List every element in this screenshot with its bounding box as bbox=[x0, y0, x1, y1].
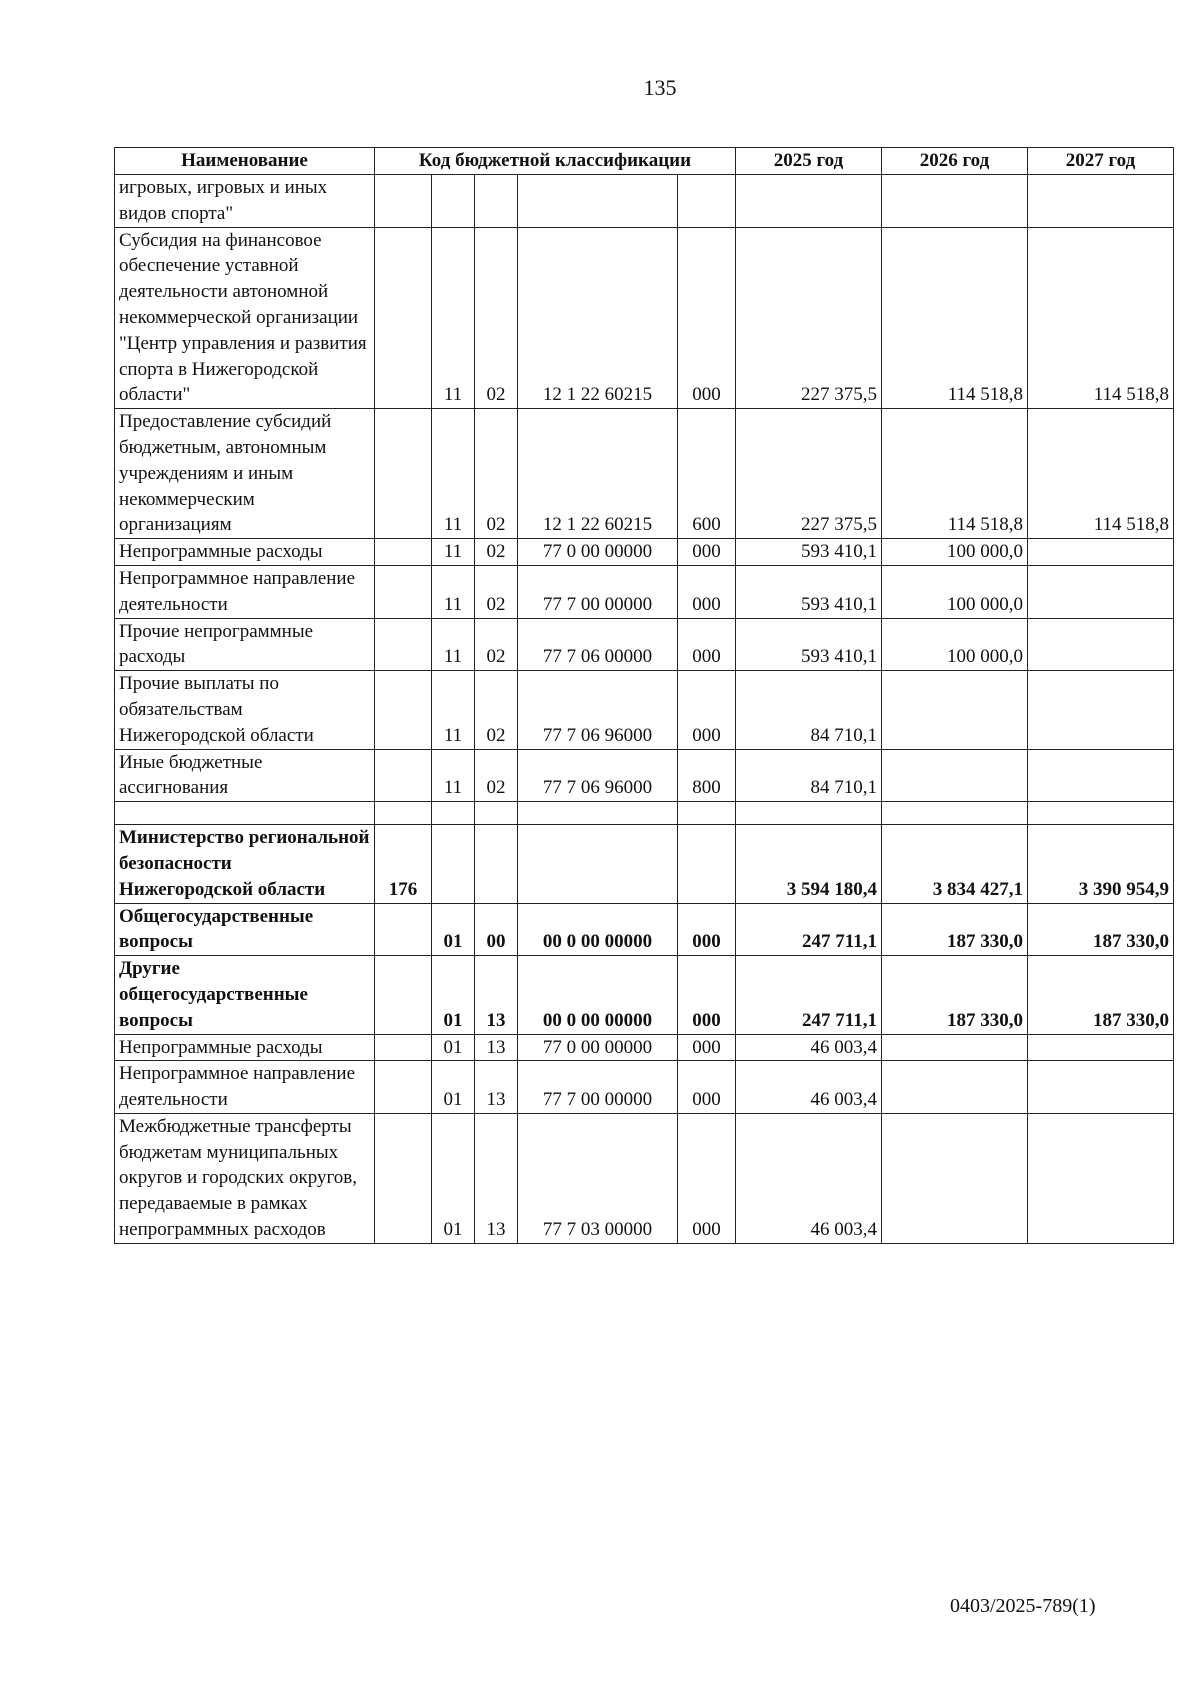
code-section: 11 bbox=[432, 618, 475, 671]
code-target: 77 7 06 96000 bbox=[518, 749, 678, 802]
amount-2025: 227 375,5 bbox=[736, 409, 882, 539]
code-expense-type: 000 bbox=[678, 903, 736, 956]
row-name: Общегосударственные вопросы bbox=[115, 903, 375, 956]
amount-2025: 247 711,1 bbox=[736, 956, 882, 1034]
table-row bbox=[115, 903, 1174, 956]
row-name: игровых, игровых и иных видов спорта" bbox=[115, 175, 375, 228]
code-section: 01 bbox=[432, 903, 475, 956]
table-row bbox=[115, 671, 1174, 749]
table-row bbox=[115, 227, 1174, 409]
amount-2026: 114 518,8 bbox=[882, 409, 1028, 539]
code-target: 00 0 00 00000 bbox=[518, 903, 678, 956]
amount-2027: 3 390 954,9 bbox=[1028, 825, 1174, 903]
code-section: 11 bbox=[432, 409, 475, 539]
code-section: 11 bbox=[432, 227, 475, 409]
amount-2026: 187 330,0 bbox=[882, 956, 1028, 1034]
code-subsection: 13 bbox=[475, 1061, 518, 1114]
amount-2027 bbox=[1028, 802, 1174, 825]
row-name: Иные бюджетные ассигнования bbox=[115, 749, 375, 802]
row-name: Министерство региональной безопасности Нижегородской области bbox=[115, 825, 375, 903]
amount-2027 bbox=[1028, 749, 1174, 802]
amount-2025: 593 410,1 bbox=[736, 565, 882, 618]
code-expense-type: 000 bbox=[678, 1061, 736, 1114]
table-row bbox=[115, 1113, 1174, 1243]
row-name: Прочие непрограммные расходы bbox=[115, 618, 375, 671]
amount-2027: 114 518,8 bbox=[1028, 227, 1174, 409]
code-subsection: 02 bbox=[475, 565, 518, 618]
code-ministry bbox=[375, 539, 432, 566]
code-subsection: 02 bbox=[475, 227, 518, 409]
code-target: 77 7 00 00000 bbox=[518, 565, 678, 618]
code-section: 11 bbox=[432, 749, 475, 802]
code-ministry bbox=[375, 1034, 432, 1061]
code-target: 77 7 03 00000 bbox=[518, 1113, 678, 1243]
code-subsection: 02 bbox=[475, 671, 518, 749]
code-expense-type: 600 bbox=[678, 409, 736, 539]
row-name: Прочие выплаты по обязательствам Нижегородской области bbox=[115, 671, 375, 749]
table-row bbox=[115, 749, 1174, 802]
header-code: Код бюджетной классификации bbox=[375, 148, 736, 175]
code-subsection: 02 bbox=[475, 749, 518, 802]
code-expense-type: 000 bbox=[678, 227, 736, 409]
amount-2025: 3 594 180,4 bbox=[736, 825, 882, 903]
code-expense-type: 000 bbox=[678, 618, 736, 671]
code-section: 01 bbox=[432, 1061, 475, 1114]
amount-2027 bbox=[1028, 618, 1174, 671]
amount-2026: 114 518,8 bbox=[882, 227, 1028, 409]
code-section: 01 bbox=[432, 1113, 475, 1243]
code-ministry bbox=[375, 956, 432, 1034]
code-ministry bbox=[375, 1113, 432, 1243]
amount-2027 bbox=[1028, 175, 1174, 228]
code-ministry: 176 bbox=[375, 825, 432, 903]
table-row bbox=[115, 1034, 1174, 1061]
table-row bbox=[115, 956, 1174, 1034]
code-target: 12 1 22 60215 bbox=[518, 227, 678, 409]
header-2027: 2027 год bbox=[1028, 148, 1174, 175]
amount-2027 bbox=[1028, 539, 1174, 566]
code-expense-type bbox=[678, 802, 736, 825]
amount-2026 bbox=[882, 1113, 1028, 1243]
header-2026: 2026 год bbox=[882, 148, 1028, 175]
amount-2027 bbox=[1028, 1061, 1174, 1114]
amount-2027 bbox=[1028, 1034, 1174, 1061]
row-name: Непрограммные расходы bbox=[115, 539, 375, 566]
code-target bbox=[518, 802, 678, 825]
amount-2027 bbox=[1028, 1113, 1174, 1243]
amount-2025: 247 711,1 bbox=[736, 903, 882, 956]
code-subsection: 13 bbox=[475, 1113, 518, 1243]
row-name: Непрограммное направление деятельности bbox=[115, 1061, 375, 1114]
amount-2027: 187 330,0 bbox=[1028, 903, 1174, 956]
code-subsection bbox=[475, 825, 518, 903]
amount-2025: 46 003,4 bbox=[736, 1061, 882, 1114]
code-section bbox=[432, 802, 475, 825]
code-section: 11 bbox=[432, 565, 475, 618]
amount-2025: 46 003,4 bbox=[736, 1113, 882, 1243]
table-row bbox=[115, 618, 1174, 671]
amount-2026 bbox=[882, 1061, 1028, 1114]
amount-2026 bbox=[882, 1034, 1028, 1061]
table-row bbox=[115, 565, 1174, 618]
code-target: 00 0 00 00000 bbox=[518, 956, 678, 1034]
code-section: 01 bbox=[432, 1034, 475, 1061]
code-section: 11 bbox=[432, 539, 475, 566]
code-target bbox=[518, 175, 678, 228]
header-name: Наименование bbox=[115, 148, 375, 175]
code-expense-type bbox=[678, 175, 736, 228]
amount-2026: 100 000,0 bbox=[882, 565, 1028, 618]
amount-2025 bbox=[736, 175, 882, 228]
code-subsection bbox=[475, 802, 518, 825]
table-row bbox=[115, 1061, 1174, 1114]
budget-table bbox=[114, 147, 1174, 1244]
code-expense-type: 000 bbox=[678, 1034, 736, 1061]
code-section: 11 bbox=[432, 671, 475, 749]
code-target: 77 7 00 00000 bbox=[518, 1061, 678, 1114]
code-subsection: 02 bbox=[475, 409, 518, 539]
code-section bbox=[432, 825, 475, 903]
code-target: 77 7 06 00000 bbox=[518, 618, 678, 671]
code-subsection: 00 bbox=[475, 903, 518, 956]
amount-2025: 593 410,1 bbox=[736, 539, 882, 566]
amount-2025: 227 375,5 bbox=[736, 227, 882, 409]
code-expense-type: 000 bbox=[678, 671, 736, 749]
amount-2025: 84 710,1 bbox=[736, 749, 882, 802]
code-expense-type: 000 bbox=[678, 539, 736, 566]
table-row bbox=[115, 409, 1174, 539]
code-expense-type: 000 bbox=[678, 1113, 736, 1243]
amount-2026 bbox=[882, 749, 1028, 802]
table-row bbox=[115, 825, 1174, 903]
code-ministry bbox=[375, 671, 432, 749]
code-target: 12 1 22 60215 bbox=[518, 409, 678, 539]
table-row bbox=[115, 175, 1174, 228]
code-expense-type: 000 bbox=[678, 956, 736, 1034]
amount-2027 bbox=[1028, 671, 1174, 749]
page-number: 135 bbox=[643, 75, 677, 100]
amount-2025: 593 410,1 bbox=[736, 618, 882, 671]
row-name: Непрограммное направление деятельности bbox=[115, 565, 375, 618]
code-target bbox=[518, 825, 678, 903]
amount-2027 bbox=[1028, 565, 1174, 618]
amount-2025: 84 710,1 bbox=[736, 671, 882, 749]
code-subsection: 02 bbox=[475, 539, 518, 566]
code-ministry bbox=[375, 903, 432, 956]
row-name: Субсидия на финансовое обеспечение уставной деятельности автономной некоммерческой организации "Центр управления и развития спорта в Нижегородской области" bbox=[115, 227, 375, 409]
amount-2027: 187 330,0 bbox=[1028, 956, 1174, 1034]
amount-2027: 114 518,8 bbox=[1028, 409, 1174, 539]
amount-2026: 100 000,0 bbox=[882, 539, 1028, 566]
code-ministry bbox=[375, 227, 432, 409]
code-ministry bbox=[375, 749, 432, 802]
row-name: Другие общегосударственные вопросы bbox=[115, 956, 375, 1034]
document-code: 0403/2025-789(1) bbox=[950, 1595, 1096, 1617]
header-2025: 2025 год bbox=[736, 148, 882, 175]
code-expense-type: 000 bbox=[678, 565, 736, 618]
table-row bbox=[115, 539, 1174, 566]
code-ministry bbox=[375, 1061, 432, 1114]
amount-2026 bbox=[882, 802, 1028, 825]
amount-2026: 187 330,0 bbox=[882, 903, 1028, 956]
code-ministry bbox=[375, 802, 432, 825]
amount-2026: 3 834 427,1 bbox=[882, 825, 1028, 903]
amount-2025: 46 003,4 bbox=[736, 1034, 882, 1061]
table-body bbox=[115, 175, 1174, 1244]
code-section bbox=[432, 175, 475, 228]
amount-2026: 100 000,0 bbox=[882, 618, 1028, 671]
table-row bbox=[115, 802, 1174, 825]
code-ministry bbox=[375, 565, 432, 618]
code-subsection bbox=[475, 175, 518, 228]
code-subsection: 02 bbox=[475, 618, 518, 671]
table-header-row bbox=[115, 148, 1174, 175]
code-target: 77 0 00 00000 bbox=[518, 539, 678, 566]
amount-2025 bbox=[736, 802, 882, 825]
code-expense-type: 800 bbox=[678, 749, 736, 802]
code-section: 01 bbox=[432, 956, 475, 1034]
code-ministry bbox=[375, 409, 432, 539]
code-ministry bbox=[375, 175, 432, 228]
row-name: Непрограммные расходы bbox=[115, 1034, 375, 1061]
code-subsection: 13 bbox=[475, 956, 518, 1034]
code-target: 77 0 00 00000 bbox=[518, 1034, 678, 1061]
amount-2026 bbox=[882, 671, 1028, 749]
row-name bbox=[115, 802, 375, 825]
code-ministry bbox=[375, 618, 432, 671]
code-subsection: 13 bbox=[475, 1034, 518, 1061]
row-name: Предоставление субсидий бюджетным, автономным учреждениям и иным некоммерческим организациям bbox=[115, 409, 375, 539]
code-target: 77 7 06 96000 bbox=[518, 671, 678, 749]
row-name: Межбюджетные трансферты бюджетам муниципальных округов и городских округов, передаваемые в рамках непрограммных расходов bbox=[115, 1113, 375, 1243]
amount-2026 bbox=[882, 175, 1028, 228]
code-expense-type bbox=[678, 825, 736, 903]
